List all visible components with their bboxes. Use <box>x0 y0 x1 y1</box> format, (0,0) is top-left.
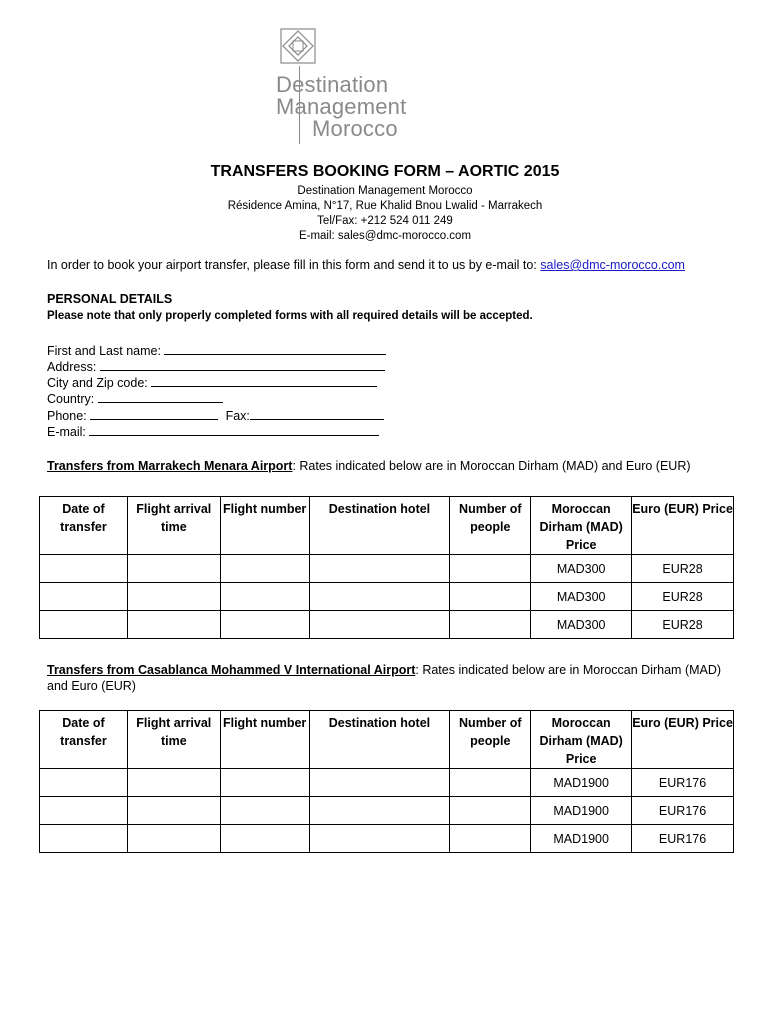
address-input-line[interactable] <box>100 358 385 371</box>
arrival-time-cell[interactable] <box>127 555 220 583</box>
intro-paragraph <box>47 258 685 272</box>
phone-fax-field-row <box>47 407 384 423</box>
table-row <box>40 825 734 853</box>
table-row <box>40 555 734 583</box>
country-input-line[interactable] <box>98 390 223 403</box>
people-cell[interactable] <box>450 769 531 797</box>
flight-number-cell[interactable] <box>220 583 309 611</box>
country-label: Country: <box>47 392 95 406</box>
table-header-row <box>40 497 734 555</box>
personal-details-heading: PERSONAL DETAILS <box>47 292 173 306</box>
col-mad-price: Moroccan Dirham (MAD) Price <box>531 711 632 769</box>
address-label: Address: <box>47 360 97 374</box>
col-date-of-transfer: Date of transfer <box>40 711 128 769</box>
company-telfax: Tel/Fax: +212 524 011 249 <box>317 215 453 227</box>
col-flight-arrival-time: Flight arrival time <box>127 497 220 555</box>
company-street: Résidence Amina, N°17, Rue Khalid Bnou Lwalid - Marrakech <box>227 200 543 212</box>
logo-line-1: Destination <box>276 72 389 97</box>
hotel-cell[interactable] <box>309 555 450 583</box>
mad-price-cell: MAD300 <box>531 583 632 611</box>
address-field-row <box>47 358 385 374</box>
date-cell[interactable] <box>40 583 128 611</box>
arrival-time-cell[interactable] <box>127 583 220 611</box>
casablanca-rates-table <box>39 710 734 853</box>
name-input-line[interactable] <box>164 342 386 355</box>
col-destination-hotel: Destination hotel <box>309 711 450 769</box>
city-label: City and Zip code: <box>47 376 148 390</box>
col-number-of-people: Number of people <box>450 497 531 555</box>
date-cell[interactable] <box>40 825 128 853</box>
col-destination-hotel: Destination hotel <box>309 497 450 555</box>
table-row <box>40 769 734 797</box>
marrakech-rates-note: : Rates indicated below are in Moroccan Dirham (MAD) and Euro (EUR) <box>292 459 691 473</box>
company-logo <box>276 28 476 146</box>
flight-number-cell[interactable] <box>220 611 309 639</box>
logo-line-2: Management <box>276 94 407 119</box>
intro-text: In order to book your airport transfer, please fill in this form and send it to us by e-mail to: <box>47 258 541 272</box>
name-field-row <box>47 342 386 358</box>
sales-email-link[interactable]: sales@dmc-morocco.com <box>540 258 685 272</box>
hotel-cell[interactable] <box>309 583 450 611</box>
marrakech-rates-table <box>39 496 734 639</box>
people-cell[interactable] <box>450 797 531 825</box>
flight-number-cell[interactable] <box>220 825 309 853</box>
marrakech-transfer-heading <box>47 458 727 474</box>
name-label: First and Last name: <box>47 344 161 358</box>
eur-price-cell: EUR28 <box>632 611 734 639</box>
form-title: TRANSFERS BOOKING FORM – AORTIC 2015 <box>210 163 560 180</box>
col-mad-price: Moroccan Dirham (MAD) Price <box>531 497 632 555</box>
hotel-cell[interactable] <box>309 611 450 639</box>
eur-price-cell: EUR176 <box>632 769 734 797</box>
casablanca-transfer-heading <box>47 662 727 694</box>
eur-price-cell: EUR28 <box>632 555 734 583</box>
arrival-time-cell[interactable] <box>127 797 220 825</box>
hotel-cell[interactable] <box>309 797 450 825</box>
eur-price-cell: EUR176 <box>632 797 734 825</box>
casablanca-rates-note: : Rates indicated below are in Moroccan Dirham (MAD) and Euro (EUR) <box>47 663 722 693</box>
col-number-of-people: Number of people <box>450 711 531 769</box>
table-row <box>40 611 734 639</box>
flight-number-cell[interactable] <box>220 555 309 583</box>
flight-number-cell[interactable] <box>220 769 309 797</box>
eur-price-cell: EUR176 <box>632 825 734 853</box>
logo-diamond-icon <box>280 28 316 64</box>
mad-price-cell: MAD1900 <box>531 769 632 797</box>
col-date-of-transfer: Date of transfer <box>40 497 128 555</box>
fax-input-line[interactable] <box>250 407 384 420</box>
mad-price-cell: MAD1900 <box>531 797 632 825</box>
col-eur-price: Euro (EUR) Price <box>632 497 734 555</box>
company-email: E-mail: sales@dmc-morocco.com <box>298 230 472 242</box>
people-cell[interactable] <box>450 555 531 583</box>
col-flight-number: Flight number <box>220 497 309 555</box>
email-label: E-mail: <box>47 425 86 439</box>
date-cell[interactable] <box>40 797 128 825</box>
arrival-time-cell[interactable] <box>127 769 220 797</box>
fax-label: Fax: <box>225 409 250 423</box>
table-header-row <box>40 711 734 769</box>
date-cell[interactable] <box>40 555 128 583</box>
city-input-line[interactable] <box>151 374 377 387</box>
people-cell[interactable] <box>450 583 531 611</box>
personal-details-note: Please note that only properly completed forms with all required details will be accepted. <box>47 310 533 322</box>
eur-price-cell: EUR28 <box>632 583 734 611</box>
people-cell[interactable] <box>450 611 531 639</box>
col-eur-price: Euro (EUR) Price <box>632 711 734 769</box>
flight-number-cell[interactable] <box>220 797 309 825</box>
marrakech-airport-name: Transfers from Marrakech Menara Airport <box>47 459 293 473</box>
country-field-row <box>47 390 223 406</box>
table-row <box>40 797 734 825</box>
company-name: Destination Management Morocco <box>297 185 473 197</box>
logo-line-3: Morocco <box>312 116 398 141</box>
mad-price-cell: MAD300 <box>531 555 632 583</box>
hotel-cell[interactable] <box>309 825 450 853</box>
col-flight-number: Flight number <box>220 711 309 769</box>
city-field-row <box>47 374 377 390</box>
mad-price-cell: MAD1900 <box>531 825 632 853</box>
date-cell[interactable] <box>40 611 128 639</box>
hotel-cell[interactable] <box>309 769 450 797</box>
phone-label: Phone: <box>47 409 87 423</box>
email-input-line[interactable] <box>89 423 379 436</box>
email-field-row <box>47 423 379 439</box>
arrival-time-cell[interactable] <box>127 611 220 639</box>
col-flight-arrival-time: Flight arrival time <box>127 711 220 769</box>
casablanca-airport-name: Transfers from Casablanca Mohammed V International Airport <box>47 663 416 677</box>
date-cell[interactable] <box>40 769 128 797</box>
table-row <box>40 583 734 611</box>
arrival-time-cell[interactable] <box>127 825 220 853</box>
phone-input-line[interactable] <box>90 407 218 420</box>
mad-price-cell: MAD300 <box>531 611 632 639</box>
people-cell[interactable] <box>450 825 531 853</box>
